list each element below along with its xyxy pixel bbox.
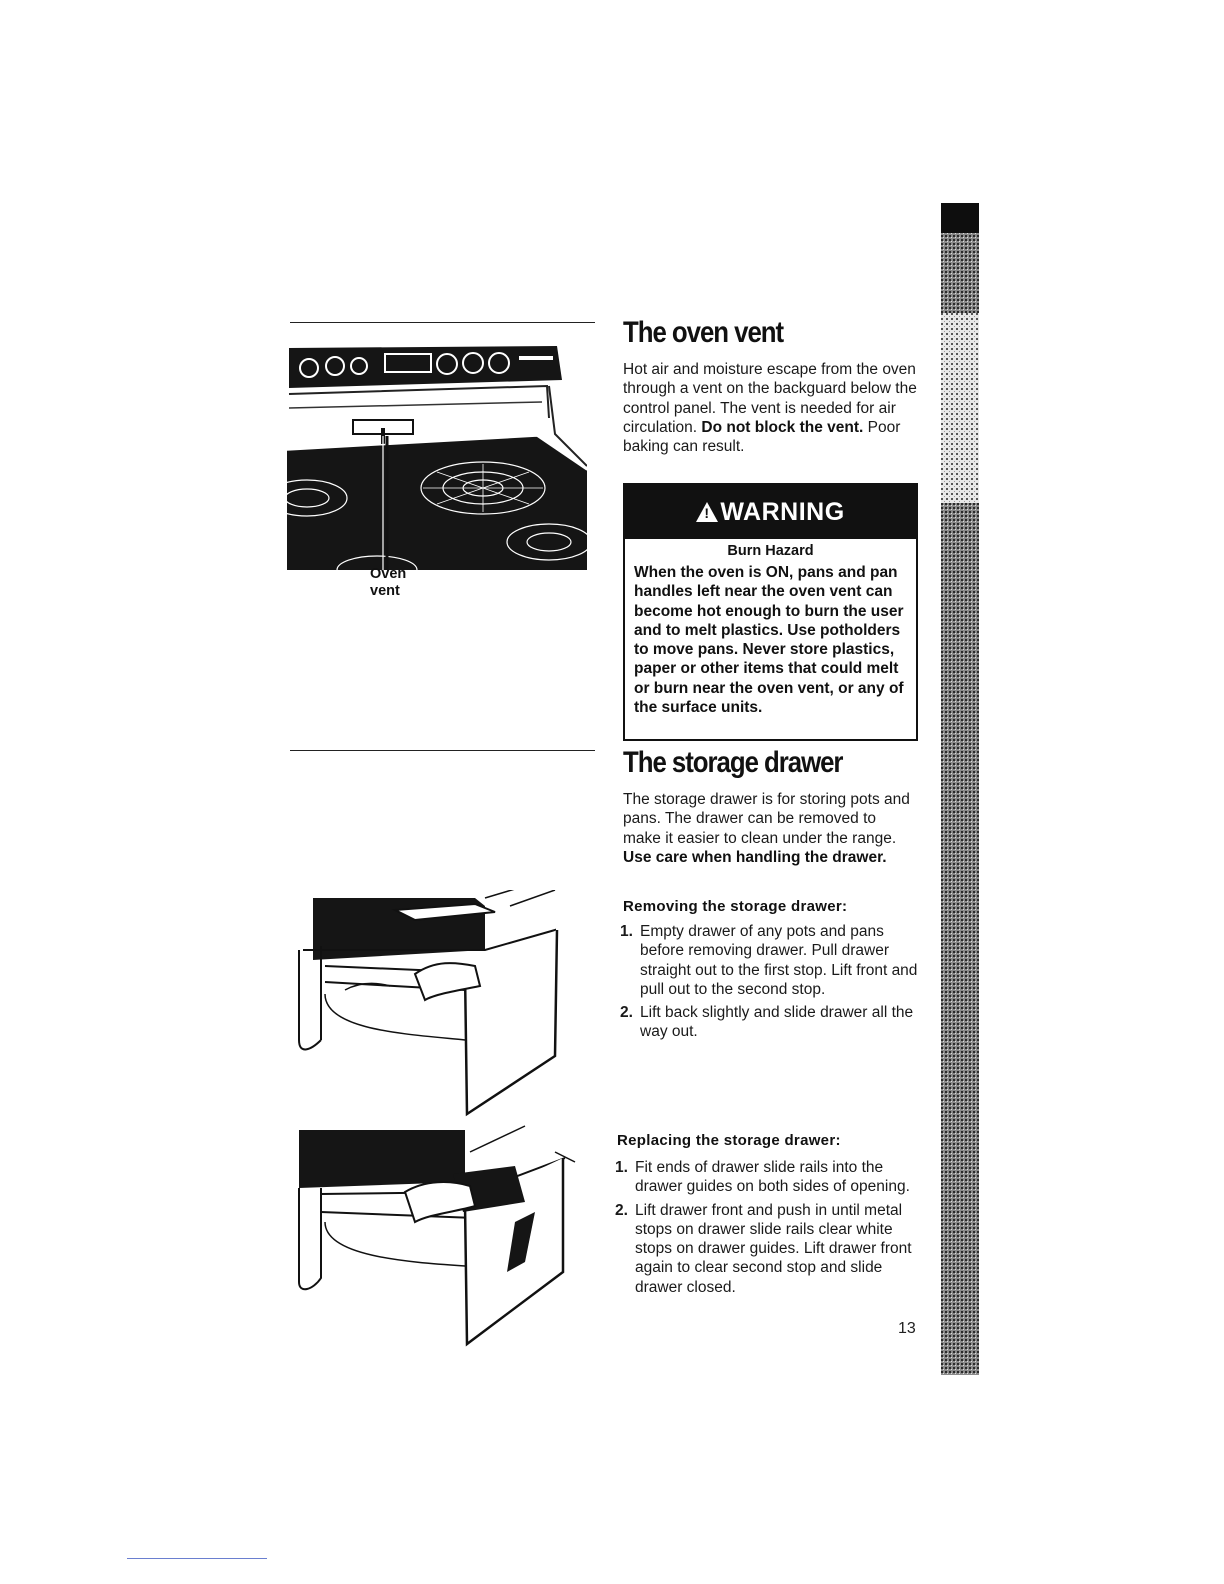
storage-drawer-title: The storage drawer	[623, 746, 843, 779]
step-text: Fit ends of drawer slide rails into the drawer guides on both sides of opening.	[635, 1159, 910, 1196]
caption-line1: Oven	[370, 566, 407, 582]
storage-drawer-paragraph	[623, 790, 918, 867]
storage-drawer-para: The storage drawer is for storing pots and pans. The drawer can be removed to make it easier to clean under the range.	[623, 791, 910, 847]
warning-subheading: Burn Hazard	[727, 543, 814, 559]
warning-body: When the oven is ON, pans and pan handles left near the oven vent can become hot enough to burn the user and to melt plastics. Use potholders to move pans. Never store plastics, paper or other items that could melt or burn near the oven vent, or any of the surface units.	[634, 564, 904, 717]
section-rule-middle	[290, 750, 595, 751]
warning-triangle-icon: !	[696, 502, 718, 522]
removing-heading: Removing the storage drawer:	[623, 898, 848, 915]
edge-tab-strip	[941, 203, 979, 1375]
warning-box	[623, 483, 918, 741]
drawer-removal-illustration	[285, 890, 580, 1130]
replacing-step	[615, 1158, 913, 1197]
storage-drawer-bold: Use care when handling the drawer.	[623, 848, 887, 866]
page-number: 13	[898, 1320, 916, 1337]
replacing-heading: Replacing the storage drawer:	[617, 1132, 841, 1149]
drawer-replacing-illustration	[285, 1122, 580, 1354]
oven-vent-illustration	[287, 338, 587, 570]
step-number: 1.	[615, 1159, 628, 1176]
removing-step	[620, 922, 918, 999]
warning-heading: WARNING	[720, 497, 845, 526]
removing-steps	[620, 922, 918, 1046]
bottom-rule	[127, 1558, 267, 1559]
oven-vent-para1: Hot air and moisture escape from the oven through a vent on the backguard below the control panel. The vent is needed for air circulation.	[623, 361, 917, 436]
oven-vent-bold: Do not block the vent.	[701, 418, 864, 436]
step-number: 1.	[620, 923, 633, 940]
removing-step	[620, 1003, 918, 1042]
caption-line2: vent	[370, 583, 400, 599]
step-number: 2.	[620, 1004, 633, 1022]
replacing-steps	[615, 1158, 913, 1301]
step-text: Lift back slightly and slide drawer all the way out.	[640, 1004, 914, 1041]
warning-header	[625, 485, 916, 539]
step-text: Lift drawer front and push in until metal stops on drawer slide rails clear white stops on drawer guides. Lift drawer front again to clear second stop and slide drawer closed.	[635, 1201, 912, 1296]
step-text: Empty drawer of any pots and pans before removing drawer. Pull drawer straight out to the first stop. Lift front and pull out to the second stop.	[640, 923, 918, 998]
step-number: 2.	[615, 1201, 628, 1219]
oven-vent-title: The oven vent	[623, 316, 784, 349]
section-rule-top	[290, 322, 595, 323]
replacing-step	[615, 1201, 913, 1297]
oven-vent-para2: Poor baking can result.	[623, 418, 901, 456]
oven-vent-paragraph	[623, 360, 918, 456]
oven-vent-caption	[370, 566, 406, 600]
